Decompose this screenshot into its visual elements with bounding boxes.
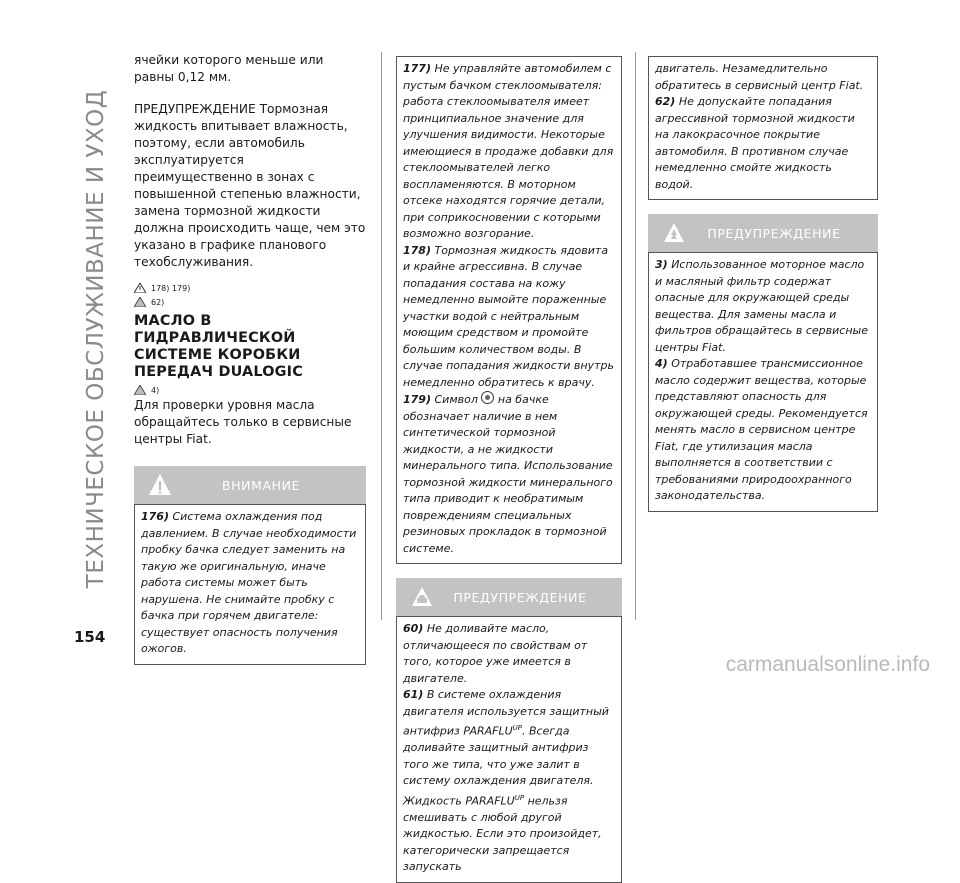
note-number: 179) <box>403 393 431 406</box>
warning-paragraph: ПРЕДУПРЕЖДЕНИЕ Тормозная жидкость впитывает влажность, поэтому, если автомобиль эксплуатируется преимущественно в зонах с повышенной степенью влажности, замена тормозной жидкости должна происходить чаще, чем это указано в графике планового техобслуживания. <box>134 102 366 269</box>
note-text: Символ <box>434 393 478 406</box>
reference-numbers: 4) <box>151 385 160 395</box>
page-number: 154 <box>74 628 106 646</box>
column-right <box>648 52 878 512</box>
warning-banner <box>396 578 622 616</box>
column-divider <box>635 52 636 620</box>
note-number: 60) <box>403 622 424 635</box>
superscript: UP <box>514 793 525 802</box>
banner-label: ПРЕДУПРЕЖДЕНИЕ <box>707 225 841 241</box>
reference-row <box>134 283 366 293</box>
column-divider <box>381 52 382 620</box>
note-number: 176) <box>141 510 169 523</box>
note-text: . Всегда доливайте защитный антифриз того же типа, что уже залит в систему охлаждения двигателя. Жидкость PARAFLU <box>403 724 594 808</box>
body-paragraph: Для проверки уровня масла обращайтесь только в сервисные центры Fiat. <box>134 398 352 446</box>
note-text: Не доливайте масло, отличающееся по свойствам от того, которое уже имеется в двигателе. <box>403 622 588 685</box>
note-text: Система охлаждения под давлением. В случае необходимости пробку бачка следует заменить на такую же оригинальную, иначе работа системы может быть нарушена. Не снимайте пробку с бачка при горячем двигателе: существует опасность получения ожогов. <box>141 510 357 655</box>
note-number: 3) <box>655 258 668 271</box>
environment-box <box>648 252 878 512</box>
attention-banner <box>134 466 366 504</box>
note-text: на бачке обозначает наличие в нем синтетической тормозной жидкости, а не жидкости минерального типа. Использование тормозной жидкости минерального типа приводит к необратимым повреждениям специальных резиновых прокладок в тормозной системе. <box>403 393 613 555</box>
note-number: 177) <box>403 62 431 75</box>
environment-icon <box>134 385 146 395</box>
note-text: Использованное моторное масло и масляный фильтр содержат опасные для окружающей среды вещества. Для замены масла и фильтров обращайтесь в сервисные центры Fiat. <box>655 258 868 354</box>
attention-box <box>134 504 366 665</box>
reference-row <box>134 297 366 307</box>
note-number: 62) <box>655 95 676 108</box>
intro-text: ячейки которого меньше или равны 0,12 мм. <box>134 53 324 84</box>
side-section-title: ТЕХНИЧЕСКОЕ ОБСЛУЖИВАНИЕ И УХОД <box>83 89 110 589</box>
note-text: Не управляйте автомобилем с пустым бачком стеклоомывателя: работа стеклоомывателя имеет принципиальное значение для улучшения видимости. Некоторые имеющиеся в продаже добавки для стеклоомывателей легко воспламеняются. В моторном отсеке находятся горячие детали, при соприкосновении с которыми возможно возгорание. <box>403 62 614 240</box>
note-text: Не допускайте попадания агрессивной тормозной жидкости на лакокрасочное покрытие автомобиля. В противном случае немедленно смойте жидкость водой. <box>655 95 855 191</box>
note-text: нельзя смешивать с любой другой жидкостью. Если это произойдет, категорически запрещается запускать <box>403 794 602 874</box>
watermark: carmanualsonline.info <box>725 653 930 676</box>
reference-numbers: 62) <box>151 297 165 307</box>
reference-numbers: 178) 179) <box>151 283 191 293</box>
caution-icon <box>134 297 146 307</box>
column-left <box>134 52 366 665</box>
warning-banner <box>648 214 878 252</box>
exclamation-icon <box>148 473 172 497</box>
note-text: Тормозная жидкость ядовита и крайне агрессивна. В случае попадания состава на кожу немедленно вымойте пораженные участки водой с нейтральным моющим средством и промойте большим количеством воды. В случае попадания жидкости внутрь немедленно обратитесь к врачу. <box>403 243 614 389</box>
column-middle <box>396 52 622 883</box>
superscript: UP <box>512 724 523 732</box>
banner-label: ВНИМАНИЕ <box>221 477 301 493</box>
warning-box <box>648 56 878 200</box>
environment-warning-icon <box>662 221 686 245</box>
banner-label: ПРЕДУПРЕЖДЕНИЕ <box>453 589 587 605</box>
reference-row <box>134 385 366 395</box>
brake-fluid-symbol-icon <box>481 391 494 404</box>
note-text: В системе охлаждения двигателя используется защитный антифриз PARAFLU <box>403 688 609 738</box>
warning-box <box>396 56 622 564</box>
note-number: 178) <box>403 243 431 257</box>
car-warning-icon <box>410 585 434 609</box>
section-heading: МАСЛО В ГИДРАВЛИЧЕСКОЙ СИСТЕМЕ КОРОБКИ ПЕРЕДАЧ DUALOGIC <box>134 313 303 380</box>
note-text: Отработавшее трансмиссионное масло содержит вещества, которые представляют опасность для окружающей среды. Рекомендуется менять масло в сервисном центре Fiat, где утилизация масла выполняется в соответствии с требованиями природоохранного законодательства. <box>655 357 868 502</box>
note-number: 4) <box>655 357 668 370</box>
warning-box <box>396 616 622 883</box>
warning-triangle-icon <box>134 283 146 293</box>
note-text: двигатель. Незамедлительно обратитесь в сервисный центр Fiat. <box>655 62 864 92</box>
note-number: 61) <box>403 688 424 701</box>
